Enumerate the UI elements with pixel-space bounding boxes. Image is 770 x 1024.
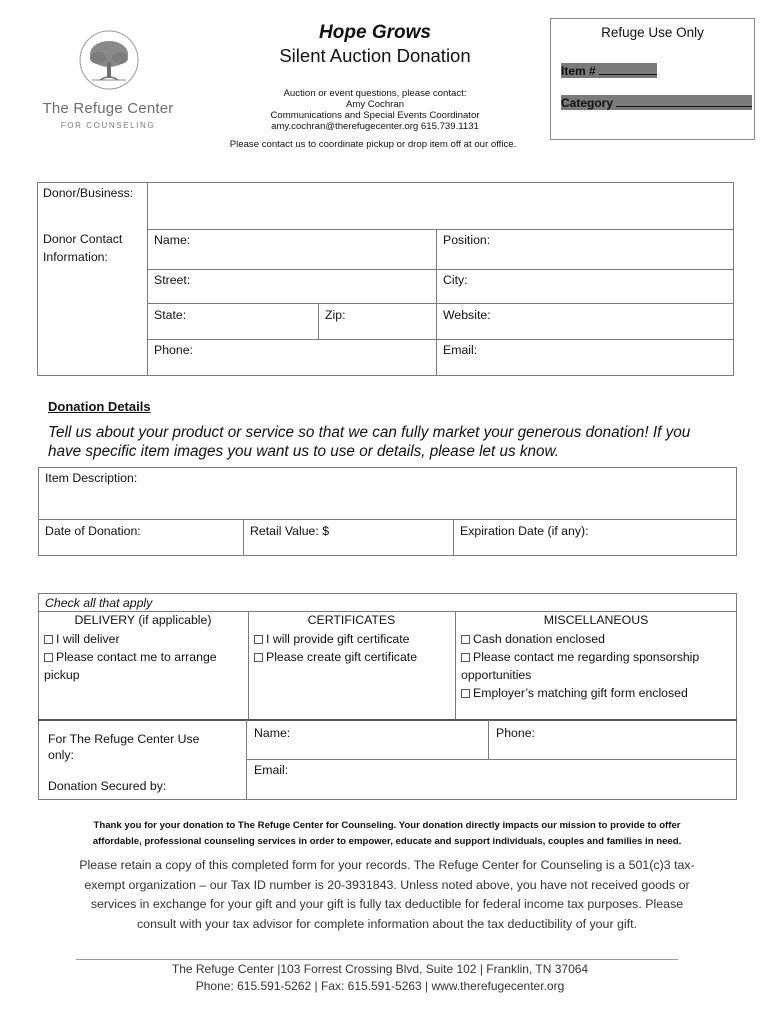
donation-details-description bbox=[48, 423, 708, 461]
item-number-field[interactable] bbox=[599, 63, 657, 75]
donor-city-label: City: bbox=[443, 273, 468, 287]
checkbox-icon[interactable] bbox=[44, 653, 53, 662]
center-use-label: For The Refuge Center Use bbox=[48, 732, 200, 746]
logo-name: The Refuge Center bbox=[42, 100, 174, 117]
certificate-option-2-label: Please create gift certificate bbox=[266, 650, 418, 664]
misc-option-1[interactable] bbox=[461, 632, 605, 646]
refuge-use-heading: Refuge Use Only bbox=[601, 25, 704, 40]
footer-address: The Refuge Center |103 Forrest Crossing Blvd, Suite 102 | Franklin, TN 37064 bbox=[171, 962, 589, 976]
item-number-label: Item # bbox=[561, 64, 596, 78]
center-name-label: Name: bbox=[254, 726, 291, 740]
checkbox-icon[interactable] bbox=[461, 635, 470, 644]
donor-state-label: State: bbox=[154, 308, 187, 322]
certificate-option-1[interactable] bbox=[254, 632, 410, 646]
contact-info bbox=[230, 88, 520, 132]
retain-line: consult with your tax advisor for complete information about the tax deductibility of your gift. bbox=[136, 916, 637, 931]
item-description-field[interactable] bbox=[40, 488, 735, 518]
delivery-option-1-label: I will deliver bbox=[56, 632, 120, 646]
contact-line: Communications and Special Events Coordinator bbox=[270, 110, 480, 121]
delivery-option-2-cont: pickup bbox=[44, 668, 80, 682]
item-description-label: Item Description: bbox=[45, 471, 138, 485]
description-line: Tell us about your product or service so that we can fully market your generous donation! If you bbox=[48, 424, 691, 441]
misc-option-2-label: Please contact me regarding sponsorship bbox=[473, 650, 700, 664]
delivery-option-2[interactable] bbox=[44, 650, 217, 664]
center-use-label-2: only: bbox=[48, 748, 74, 762]
donation-details-title: Donation Details bbox=[48, 399, 151, 414]
miscellaneous-header: MISCELLANEOUS bbox=[543, 613, 649, 627]
misc-option-3[interactable] bbox=[461, 686, 688, 700]
contact-line: Amy Cochran bbox=[345, 99, 405, 110]
delivery-header: DELIVERY (if applicable) bbox=[74, 613, 212, 627]
tree-logo-icon bbox=[78, 28, 140, 98]
misc-option-2[interactable] bbox=[461, 650, 699, 664]
thanks-line: Thank you for your donation to The Refuge Center for Counseling. Your donation directly impacts our mission to provide to offer bbox=[93, 820, 681, 831]
retain-line: services in exchange for your gift and your gift is fully tax deductible for federal income tax purposes. Please bbox=[90, 897, 684, 911]
checkbox-icon[interactable] bbox=[254, 635, 263, 644]
donor-website-label: Website: bbox=[443, 308, 491, 322]
footer-phones: Phone: 615.591-5262 | Fax: 615.591-5263 | www.therefugecenter.org bbox=[195, 979, 565, 993]
delivery-option-2-label: Please contact me to arrange bbox=[56, 650, 217, 664]
date-of-donation-label: Date of Donation: bbox=[45, 524, 141, 538]
category-label: Category bbox=[561, 96, 614, 110]
retain-line: exempt organization – our Tax ID number is 20-3931843. Unless noted above, you have not received goods or bbox=[84, 877, 690, 892]
donor-street-label: Street: bbox=[154, 273, 191, 287]
donor-contact-label: Donor Contact bbox=[43, 232, 123, 246]
thank-you-note bbox=[50, 818, 724, 850]
category-field[interactable] bbox=[616, 95, 752, 107]
donor-phone-label: Phone: bbox=[154, 343, 193, 357]
category-line bbox=[561, 95, 752, 110]
donor-name-label: Name: bbox=[154, 233, 191, 247]
donor-business-label: Donor/Business: bbox=[43, 186, 134, 200]
check-all-label: Check all that apply bbox=[45, 596, 153, 610]
certificates-header: CERTIFICATES bbox=[307, 613, 396, 627]
misc-option-1-label: Cash donation enclosed bbox=[473, 632, 605, 646]
item-number-line bbox=[561, 63, 657, 78]
footer-divider bbox=[76, 959, 678, 960]
misc-option-3-label: Employer’s matching gift form enclosed bbox=[473, 686, 688, 700]
page-title: Hope Grows bbox=[319, 22, 431, 43]
checkbox-icon[interactable] bbox=[44, 635, 53, 644]
contact-line: amy.cochran@therefugecenter.org 615.739.1131 bbox=[271, 121, 479, 132]
page-subtitle: Silent Auction Donation bbox=[279, 45, 471, 66]
expiration-date-label: Expiration Date (if any): bbox=[460, 524, 589, 538]
checkbox-icon[interactable] bbox=[461, 653, 470, 662]
donor-zip-label: Zip: bbox=[325, 308, 346, 322]
description-line: have specific item images you want us to use or details, please let us know. bbox=[48, 443, 560, 460]
donation-secured-label: Donation Secured by: bbox=[48, 779, 167, 793]
checkbox-icon[interactable] bbox=[254, 653, 263, 662]
retain-copy-note bbox=[50, 856, 724, 934]
donor-contact-label-2: Information: bbox=[43, 250, 108, 264]
center-phone-label: Phone: bbox=[496, 726, 535, 740]
logo-subtitle: FOR COUNSELING bbox=[60, 121, 156, 130]
misc-option-2-cont: opportunities bbox=[461, 668, 532, 682]
delivery-option-1[interactable] bbox=[44, 632, 120, 646]
certificate-option-1-label: I will provide gift certificate bbox=[266, 632, 410, 646]
certificate-option-2[interactable] bbox=[254, 650, 417, 664]
thanks-line: affordable, professional counseling services in order to empower, educate and support individuals, couples and families in need. bbox=[92, 836, 682, 847]
donor-business-field[interactable] bbox=[150, 184, 732, 228]
donor-position-label: Position: bbox=[443, 233, 491, 247]
checkbox-icon[interactable] bbox=[461, 689, 470, 698]
contact-line: Auction or event questions, please contact: bbox=[283, 88, 467, 99]
pickup-note: Please contact us to coordinate pickup or drop item off at our office. bbox=[229, 139, 517, 150]
retail-value-label: Retail Value: $ bbox=[250, 524, 330, 538]
retain-line: Please retain a copy of this completed form for your records. The Refuge Center for Counseling is a 501(c)3 tax- bbox=[79, 858, 695, 872]
center-email-label: Email: bbox=[254, 763, 289, 777]
donor-email-label: Email: bbox=[443, 343, 478, 357]
refuge-use-box bbox=[550, 18, 755, 140]
